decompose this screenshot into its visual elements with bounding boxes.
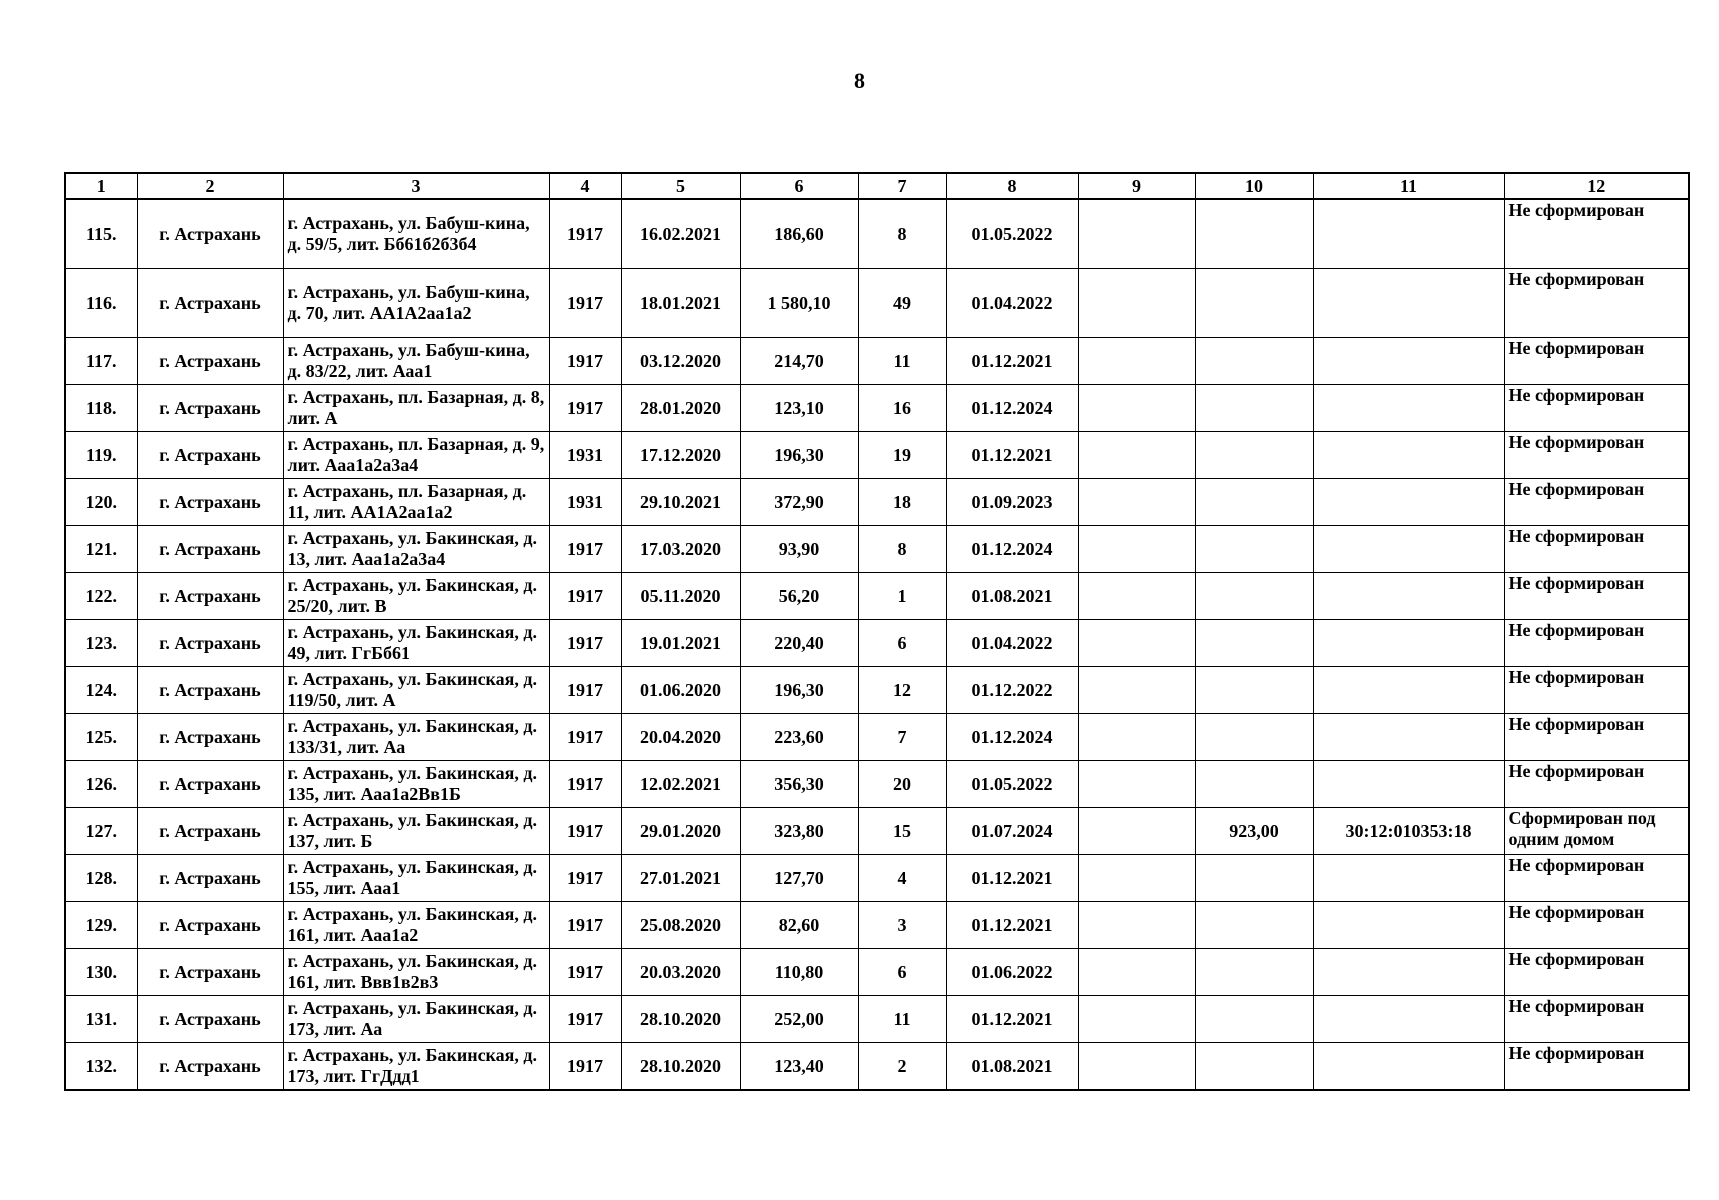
cell-city: г. Астрахань (137, 902, 283, 949)
cell-area: 56,20 (740, 573, 858, 620)
table-row (65, 714, 1689, 761)
cell-row-number: 132. (65, 1043, 137, 1091)
cell-residents-count: 8 (858, 526, 946, 573)
table-row (65, 667, 1689, 714)
cell-address: г. Астрахань, ул. Бакинская, д. 173, лит. ГгДдд1 (283, 1043, 549, 1091)
cell-land-area: 923,00 (1195, 808, 1313, 855)
column-header: 1 (65, 173, 137, 199)
cell-address: г. Астрахань, ул. Бакинская, д. 49, лит. ГгБб61 (283, 620, 549, 667)
cell-cadastral-number (1313, 667, 1504, 714)
cell-residents-count: 15 (858, 808, 946, 855)
column-header: 6 (740, 173, 858, 199)
cell-city: г. Астрахань (137, 573, 283, 620)
cell-column-9 (1078, 761, 1195, 808)
cell-area: 220,40 (740, 620, 858, 667)
cell-land-status: Не сформирован (1504, 855, 1689, 902)
cell-residents-count: 6 (858, 620, 946, 667)
table-row (65, 385, 1689, 432)
cell-area: 196,30 (740, 432, 858, 479)
cell-residents-count: 19 (858, 432, 946, 479)
column-header: 8 (946, 173, 1078, 199)
cell-address: г. Астрахань, ул. Бакинская, д. 133/31, лит. Аа (283, 714, 549, 761)
cell-residents-count: 11 (858, 338, 946, 385)
cell-row-number: 122. (65, 573, 137, 620)
table-row (65, 526, 1689, 573)
cell-land-area (1195, 996, 1313, 1043)
cell-inspection-date: 03.12.2020 (621, 338, 740, 385)
cell-cadastral-number (1313, 432, 1504, 479)
cell-column-9 (1078, 1043, 1195, 1091)
cell-row-number: 130. (65, 949, 137, 996)
table-row (65, 996, 1689, 1043)
cell-inspection-date: 20.04.2020 (621, 714, 740, 761)
cell-cadastral-number (1313, 338, 1504, 385)
cell-land-area (1195, 1043, 1313, 1091)
table-row (65, 620, 1689, 667)
cell-land-status: Не сформирован (1504, 714, 1689, 761)
cell-inspection-date: 28.10.2020 (621, 996, 740, 1043)
cell-column-9 (1078, 269, 1195, 338)
cell-build-year: 1917 (549, 949, 621, 996)
cell-address: г. Астрахань, ул. Бакинская, д. 173, лит. Аа (283, 996, 549, 1043)
cell-inspection-date: 12.02.2021 (621, 761, 740, 808)
cell-row-number: 124. (65, 667, 137, 714)
cell-planned-date: 01.08.2021 (946, 573, 1078, 620)
cell-area: 110,80 (740, 949, 858, 996)
column-header: 3 (283, 173, 549, 199)
column-header: 11 (1313, 173, 1504, 199)
cell-cadastral-number (1313, 714, 1504, 761)
cell-row-number: 125. (65, 714, 137, 761)
cell-address: г. Астрахань, ул. Бакинская, д. 25/20, лит. В (283, 573, 549, 620)
cell-land-area (1195, 385, 1313, 432)
cell-area: 323,80 (740, 808, 858, 855)
cell-area: 196,30 (740, 667, 858, 714)
table-body (65, 199, 1689, 1090)
cell-land-area (1195, 620, 1313, 667)
table-row (65, 949, 1689, 996)
table-row (65, 479, 1689, 526)
cell-row-number: 115. (65, 199, 137, 269)
cell-address: г. Астрахань, ул. Бакинская, д. 161, лит. Ааа1а2 (283, 902, 549, 949)
cell-residents-count: 1 (858, 573, 946, 620)
cell-column-9 (1078, 902, 1195, 949)
cell-area: 93,90 (740, 526, 858, 573)
cell-land-status: Не сформирован (1504, 902, 1689, 949)
cell-land-status: Не сформирован (1504, 338, 1689, 385)
cell-address: г. Астрахань, пл. Базарная, д. 8, лит. А (283, 385, 549, 432)
table-row (65, 902, 1689, 949)
cell-cadastral-number (1313, 526, 1504, 573)
table-row (65, 338, 1689, 385)
cell-city: г. Астрахань (137, 808, 283, 855)
cell-residents-count: 3 (858, 902, 946, 949)
cell-land-status: Не сформирован (1504, 199, 1689, 269)
cell-residents-count: 12 (858, 667, 946, 714)
cell-land-area (1195, 902, 1313, 949)
cell-planned-date: 01.04.2022 (946, 620, 1078, 667)
table-header (65, 173, 1689, 199)
cell-residents-count: 20 (858, 761, 946, 808)
cell-build-year: 1917 (549, 902, 621, 949)
cell-column-9 (1078, 338, 1195, 385)
cell-land-area (1195, 667, 1313, 714)
cell-area: 127,70 (740, 855, 858, 902)
cell-planned-date: 01.12.2021 (946, 855, 1078, 902)
table-row (65, 855, 1689, 902)
cell-planned-date: 01.08.2021 (946, 1043, 1078, 1091)
cell-inspection-date: 28.10.2020 (621, 1043, 740, 1091)
cell-build-year: 1931 (549, 479, 621, 526)
cell-row-number: 121. (65, 526, 137, 573)
cell-inspection-date: 19.01.2021 (621, 620, 740, 667)
cell-inspection-date: 29.10.2021 (621, 479, 740, 526)
cell-area: 214,70 (740, 338, 858, 385)
cell-city: г. Астрахань (137, 199, 283, 269)
cell-land-status: Не сформирован (1504, 996, 1689, 1043)
cell-inspection-date: 17.03.2020 (621, 526, 740, 573)
column-header: 5 (621, 173, 740, 199)
cell-residents-count: 16 (858, 385, 946, 432)
cell-land-area (1195, 573, 1313, 620)
cell-build-year: 1917 (549, 526, 621, 573)
cell-area: 223,60 (740, 714, 858, 761)
cell-build-year: 1917 (549, 714, 621, 761)
cell-address: г. Астрахань, ул. Бабуш-кина, д. 70, лит. АА1А2аа1а2 (283, 269, 549, 338)
cell-cadastral-number (1313, 761, 1504, 808)
cell-land-area (1195, 855, 1313, 902)
cell-build-year: 1917 (549, 1043, 621, 1091)
cell-inspection-date: 25.08.2020 (621, 902, 740, 949)
cell-inspection-date: 01.06.2020 (621, 667, 740, 714)
cell-city: г. Астрахань (137, 855, 283, 902)
cell-build-year: 1917 (549, 808, 621, 855)
cell-city: г. Астрахань (137, 714, 283, 761)
cell-land-status: Сформирован под одним домом (1504, 808, 1689, 855)
table-row (65, 761, 1689, 808)
cell-inspection-date: 27.01.2021 (621, 855, 740, 902)
cell-planned-date: 01.06.2022 (946, 949, 1078, 996)
cell-build-year: 1917 (549, 385, 621, 432)
cell-row-number: 116. (65, 269, 137, 338)
cell-land-area (1195, 199, 1313, 269)
column-header: 12 (1504, 173, 1689, 199)
page-number: 8 (854, 68, 865, 93)
cell-residents-count: 7 (858, 714, 946, 761)
cell-residents-count: 11 (858, 996, 946, 1043)
column-header: 10 (1195, 173, 1313, 199)
cell-address: г. Астрахань, ул. Бакинская, д. 161, лит. Ввв1в2в3 (283, 949, 549, 996)
cell-area: 252,00 (740, 996, 858, 1043)
cell-residents-count: 6 (858, 949, 946, 996)
cell-land-area (1195, 432, 1313, 479)
cell-residents-count: 18 (858, 479, 946, 526)
cell-row-number: 120. (65, 479, 137, 526)
column-header: 2 (137, 173, 283, 199)
cell-city: г. Астрахань (137, 338, 283, 385)
cell-column-9 (1078, 949, 1195, 996)
table-row (65, 269, 1689, 338)
cell-city: г. Астрахань (137, 479, 283, 526)
cell-address: г. Астрахань, пл. Базарная, д. 11, лит. АА1А2аа1а2 (283, 479, 549, 526)
cell-city: г. Астрахань (137, 667, 283, 714)
cell-address: г. Астрахань, ул. Бакинская, д. 13, лит. Ааа1а2а3а4 (283, 526, 549, 573)
cell-inspection-date: 17.12.2020 (621, 432, 740, 479)
cell-build-year: 1917 (549, 338, 621, 385)
cell-column-9 (1078, 385, 1195, 432)
table-row (65, 573, 1689, 620)
cell-row-number: 118. (65, 385, 137, 432)
cell-land-area (1195, 761, 1313, 808)
cell-land-area (1195, 949, 1313, 996)
cell-cadastral-number: 30:12:010353:18 (1313, 808, 1504, 855)
cell-city: г. Астрахань (137, 1043, 283, 1091)
cell-column-9 (1078, 432, 1195, 479)
cell-column-9 (1078, 573, 1195, 620)
cell-build-year: 1917 (549, 269, 621, 338)
cell-land-status: Не сформирован (1504, 479, 1689, 526)
cell-address: г. Астрахань, ул. Бакинская, д. 119/50, лит. А (283, 667, 549, 714)
cell-land-area (1195, 714, 1313, 761)
housing-register-table (64, 172, 1690, 1091)
cell-land-status: Не сформирован (1504, 761, 1689, 808)
cell-cadastral-number (1313, 573, 1504, 620)
cell-build-year: 1917 (549, 620, 621, 667)
cell-row-number: 129. (65, 902, 137, 949)
cell-land-status: Не сформирован (1504, 667, 1689, 714)
cell-column-9 (1078, 620, 1195, 667)
cell-city: г. Астрахань (137, 620, 283, 667)
cell-land-area (1195, 479, 1313, 526)
cell-inspection-date: 18.01.2021 (621, 269, 740, 338)
cell-build-year: 1917 (549, 996, 621, 1043)
cell-planned-date: 01.12.2024 (946, 714, 1078, 761)
cell-land-area (1195, 338, 1313, 385)
cell-inspection-date: 28.01.2020 (621, 385, 740, 432)
cell-row-number: 119. (65, 432, 137, 479)
cell-address: г. Астрахань, ул. Бакинская, д. 137, лит. Б (283, 808, 549, 855)
cell-column-9 (1078, 199, 1195, 269)
cell-column-9 (1078, 479, 1195, 526)
cell-row-number: 123. (65, 620, 137, 667)
column-header: 9 (1078, 173, 1195, 199)
cell-planned-date: 01.09.2023 (946, 479, 1078, 526)
cell-cadastral-number (1313, 269, 1504, 338)
cell-address: г. Астрахань, пл. Базарная, д. 9, лит. Ааа1а2а3а4 (283, 432, 549, 479)
cell-build-year: 1917 (549, 573, 621, 620)
table-row (65, 432, 1689, 479)
cell-row-number: 127. (65, 808, 137, 855)
cell-cadastral-number (1313, 1043, 1504, 1091)
cell-area: 82,60 (740, 902, 858, 949)
cell-cadastral-number (1313, 620, 1504, 667)
cell-column-9 (1078, 526, 1195, 573)
cell-planned-date: 01.05.2022 (946, 761, 1078, 808)
table-row (65, 1043, 1689, 1091)
cell-planned-date: 01.12.2021 (946, 996, 1078, 1043)
cell-planned-date: 01.12.2024 (946, 526, 1078, 573)
cell-address: г. Астрахань, ул. Бабуш-кина, д. 83/22, лит. Ааа1 (283, 338, 549, 385)
cell-address: г. Астрахань, ул. Бабуш-кина, д. 59/5, лит. Бб61б2б3б4 (283, 199, 549, 269)
cell-row-number: 131. (65, 996, 137, 1043)
cell-cadastral-number (1313, 199, 1504, 269)
cell-land-status: Не сформирован (1504, 949, 1689, 996)
cell-build-year: 1917 (549, 667, 621, 714)
cell-row-number: 128. (65, 855, 137, 902)
cell-planned-date: 01.12.2024 (946, 385, 1078, 432)
cell-column-9 (1078, 714, 1195, 761)
cell-residents-count: 49 (858, 269, 946, 338)
cell-city: г. Астрахань (137, 269, 283, 338)
cell-column-9 (1078, 808, 1195, 855)
cell-row-number: 117. (65, 338, 137, 385)
cell-land-status: Не сформирован (1504, 432, 1689, 479)
cell-planned-date: 01.07.2024 (946, 808, 1078, 855)
cell-city: г. Астрахань (137, 949, 283, 996)
cell-cadastral-number (1313, 902, 1504, 949)
cell-land-status: Не сформирован (1504, 1043, 1689, 1091)
cell-planned-date: 01.04.2022 (946, 269, 1078, 338)
cell-inspection-date: 29.01.2020 (621, 808, 740, 855)
cell-row-number: 126. (65, 761, 137, 808)
cell-cadastral-number (1313, 479, 1504, 526)
cell-build-year: 1917 (549, 199, 621, 269)
cell-cadastral-number (1313, 996, 1504, 1043)
cell-residents-count: 4 (858, 855, 946, 902)
cell-residents-count: 8 (858, 199, 946, 269)
cell-cadastral-number (1313, 949, 1504, 996)
cell-city: г. Астрахань (137, 432, 283, 479)
cell-planned-date: 01.12.2021 (946, 338, 1078, 385)
cell-city: г. Астрахань (137, 526, 283, 573)
cell-planned-date: 01.12.2021 (946, 432, 1078, 479)
cell-inspection-date: 16.02.2021 (621, 199, 740, 269)
column-number-row (65, 173, 1689, 199)
cell-planned-date: 01.12.2022 (946, 667, 1078, 714)
cell-build-year: 1917 (549, 855, 621, 902)
cell-city: г. Астрахань (137, 761, 283, 808)
cell-area: 123,40 (740, 1043, 858, 1091)
cell-inspection-date: 05.11.2020 (621, 573, 740, 620)
cell-cadastral-number (1313, 855, 1504, 902)
cell-planned-date: 01.05.2022 (946, 199, 1078, 269)
cell-land-status: Не сформирован (1504, 526, 1689, 573)
cell-area: 123,10 (740, 385, 858, 432)
cell-column-9 (1078, 667, 1195, 714)
cell-area: 1 580,10 (740, 269, 858, 338)
column-header: 7 (858, 173, 946, 199)
cell-inspection-date: 20.03.2020 (621, 949, 740, 996)
cell-build-year: 1931 (549, 432, 621, 479)
cell-city: г. Астрахань (137, 385, 283, 432)
cell-build-year: 1917 (549, 761, 621, 808)
column-header: 4 (549, 173, 621, 199)
table-row (65, 199, 1689, 269)
cell-area: 372,90 (740, 479, 858, 526)
cell-planned-date: 01.12.2021 (946, 902, 1078, 949)
table-row (65, 808, 1689, 855)
cell-area: 356,30 (740, 761, 858, 808)
cell-land-status: Не сформирован (1504, 620, 1689, 667)
cell-area: 186,60 (740, 199, 858, 269)
cell-address: г. Астрахань, ул. Бакинская, д. 155, лит. Ааа1 (283, 855, 549, 902)
cell-cadastral-number (1313, 385, 1504, 432)
cell-land-area (1195, 526, 1313, 573)
cell-column-9 (1078, 996, 1195, 1043)
cell-land-status: Не сформирован (1504, 573, 1689, 620)
cell-residents-count: 2 (858, 1043, 946, 1091)
cell-city: г. Астрахань (137, 996, 283, 1043)
cell-land-status: Не сформирован (1504, 385, 1689, 432)
cell-address: г. Астрахань, ул. Бакинская, д. 135, лит. Ааа1а2Вв1Б (283, 761, 549, 808)
cell-land-area (1195, 269, 1313, 338)
cell-land-status: Не сформирован (1504, 269, 1689, 338)
cell-column-9 (1078, 855, 1195, 902)
